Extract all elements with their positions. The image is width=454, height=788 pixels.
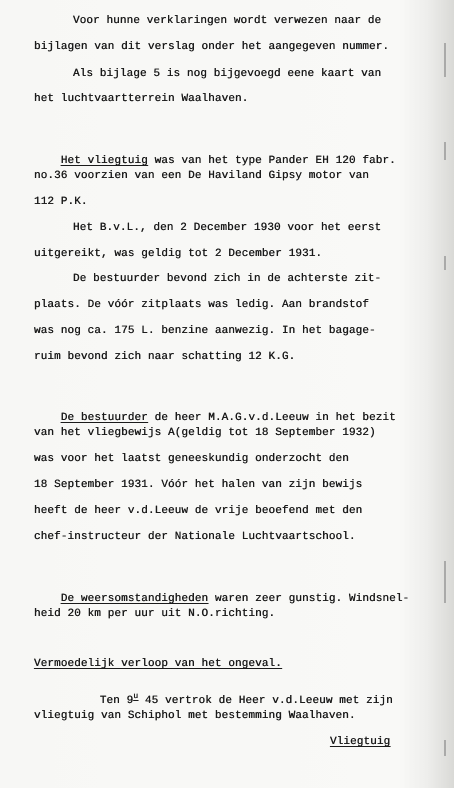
text-line: vliegtuig van Schiphol met bestemming Waalhaven.	[34, 710, 356, 722]
text-line: 112 P.K.	[34, 196, 88, 208]
text-fragment: was van het type Pander EH 120 fabr.	[147, 155, 396, 167]
section-heading-weather: De weersomstandigheden	[60, 593, 209, 605]
text-line: heeft de heer v.d.Leeuw de vrije beoefend met den	[34, 505, 363, 517]
text-line: bijlagen van dit verslag onder het aangegeven nummer.	[34, 41, 390, 53]
text-line: heid 20 km per uur uit N.O.richting.	[34, 608, 276, 620]
text-fragment: de heer M.A.G.v.d.Leeuw in het bezit	[147, 412, 396, 424]
text-line: De bestuurder bevond zich in de achterste zit-	[73, 273, 382, 285]
text-line: van het vliegbewijs A(geldig tot 18 September 1932)	[34, 427, 376, 439]
text-line: Als bijlage 5 is nog bijgevoegd eene kaart van	[73, 68, 382, 80]
text-line: Voor hunne verklaringen wordt verwezen naar de	[73, 15, 382, 27]
catchword: Vliegtuig	[330, 736, 391, 748]
text-line: was nog ca. 175 L. benzine aanwezig. In het bagage-	[34, 325, 376, 337]
text-line: ruim bevond zich naar schatting 12 K.G.	[34, 351, 296, 363]
text-line: Het B.v.L., den 2 December 1930 voor het eerst	[73, 222, 382, 234]
text-line: no.36 voorzien van een De Haviland Gipsy motor van	[34, 170, 370, 182]
scan-edge-mark	[444, 740, 446, 756]
text-line: uitgereikt, was geldig tot 2 December 1931.	[34, 248, 323, 260]
text-line: was voor het laatst geneeskundig onderzocht den	[34, 453, 349, 465]
text-fragment: waren zeer gunstig. Windsnel-	[208, 593, 410, 605]
text-line: chef-instructeur der Nationale Luchtvaartschool.	[34, 531, 356, 543]
scan-edge-mark	[444, 256, 446, 270]
scan-edge-mark	[444, 142, 446, 160]
scan-edge-mark	[444, 561, 446, 603]
scan-edge-mark	[444, 43, 446, 77]
section-heading-course: Vermoedelijk verloop van het ongeval.	[34, 658, 282, 670]
section-heading-pilot: De bestuurder	[60, 412, 148, 424]
text-fragment: 45 vertrok de Heer v.d.Leeuw met zijn	[138, 695, 393, 707]
text-line: plaats. De vóór zitplaats was ledig. Aan brandstof	[34, 299, 370, 311]
superscript-fragment: u	[133, 692, 139, 701]
text-line: het luchtvaartterrein Waalhaven.	[34, 93, 249, 105]
text-line: 18 September 1931. Vóór het halen van zijn bewijs	[34, 479, 363, 491]
text-fragment: Ten 9	[99, 695, 134, 707]
section-heading-aircraft: Het vliegtuig	[60, 155, 148, 167]
